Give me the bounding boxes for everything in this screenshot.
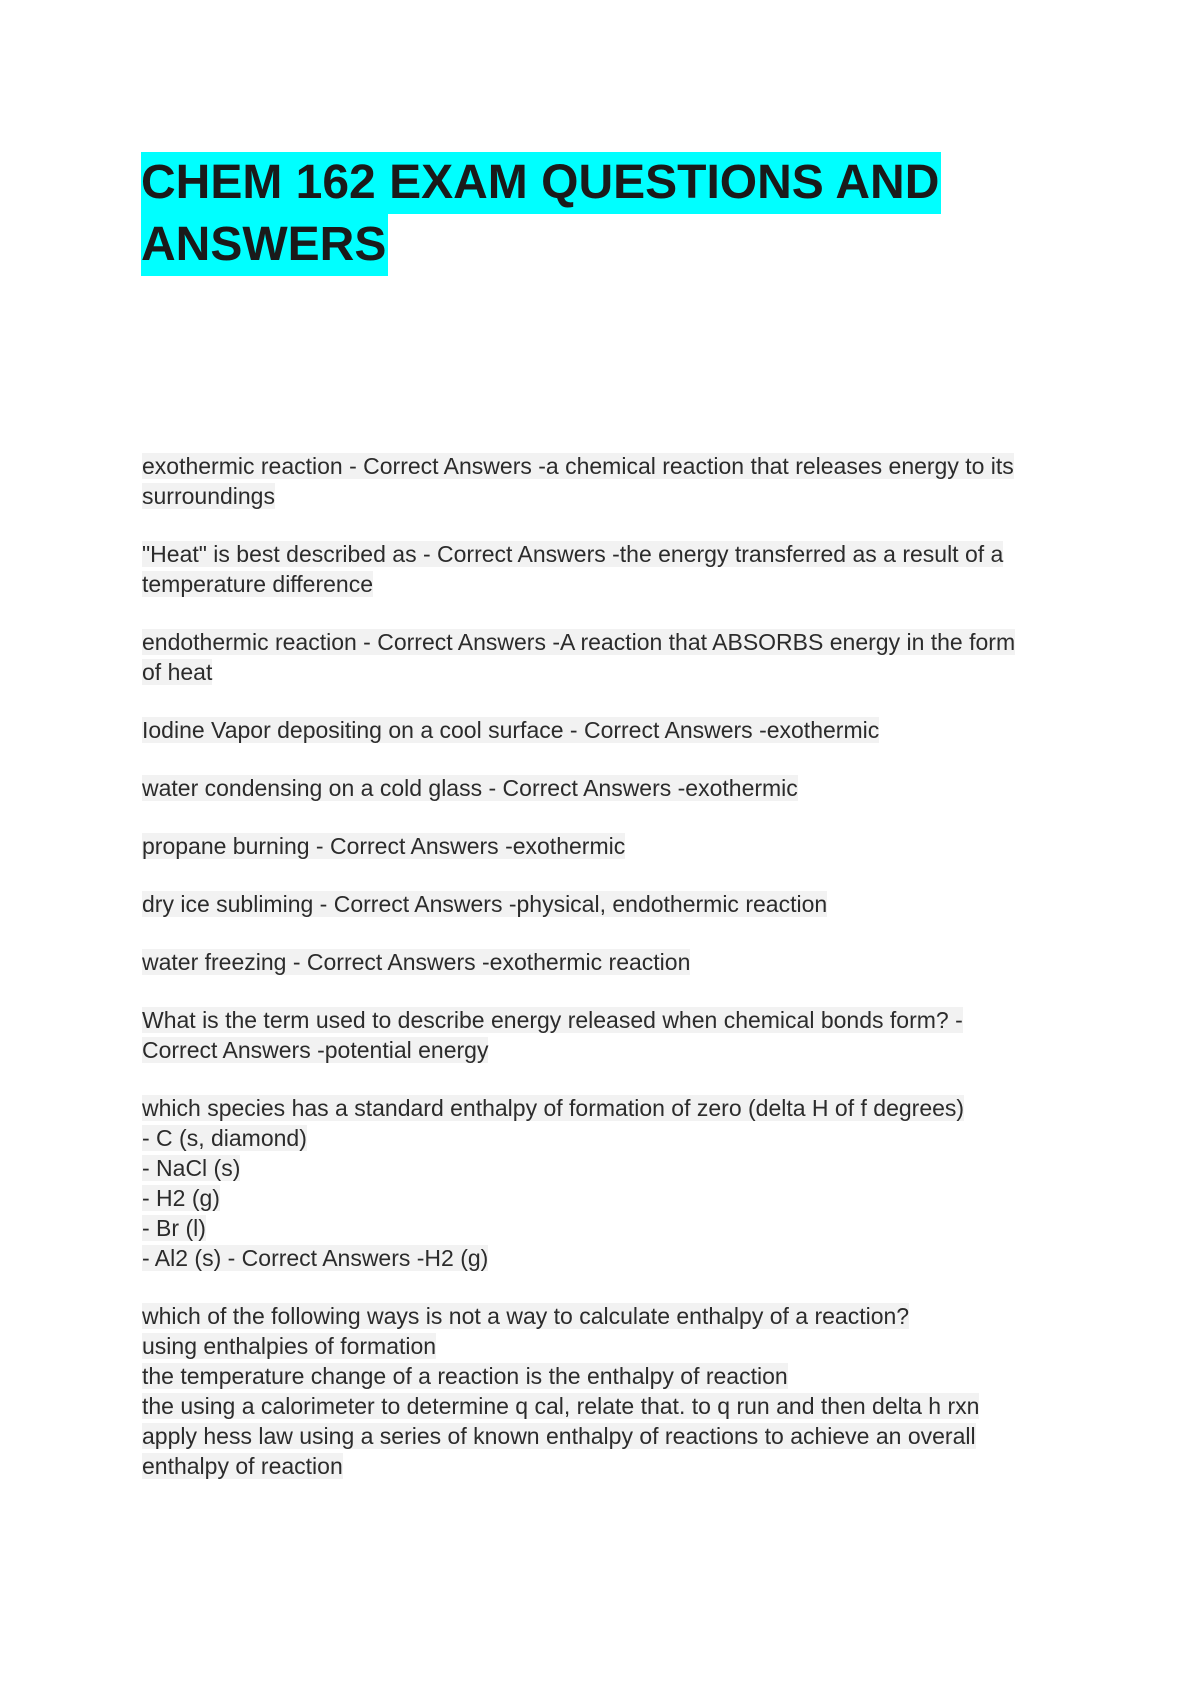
qa-line: - Al2 (s) - Correct Answers -H2 (g) [142, 1245, 489, 1271]
qa-line: endothermic reaction - Correct Answers -A reaction that ABSORBS energy in the form [142, 629, 1016, 655]
page-title [141, 152, 1041, 276]
qa-item-propane-burning [142, 831, 1062, 861]
qa-item-calculate-enthalpy [142, 1301, 1062, 1481]
qa-line: of heat [142, 659, 213, 685]
qa-line: exothermic reaction - Correct Answers -a chemical reaction that releases energy to its [142, 453, 1014, 479]
qa-line: the using a calorimeter to determine q cal, relate that. to q run and then delta h rxn [142, 1393, 980, 1419]
qa-line: which species has a standard enthalpy of formation of zero (delta H of f degrees) [142, 1095, 965, 1121]
qa-line: dry ice subliming - Correct Answers -physical, endothermic reaction [142, 891, 828, 917]
qa-item-water-freezing [142, 947, 1062, 977]
qa-line: Iodine Vapor depositing on a cool surface - Correct Answers -exothermic [142, 717, 880, 743]
qa-line: "Heat" is best described as - Correct Answers -the energy transferred as a result of a [142, 541, 1004, 567]
qa-line: - H2 (g) [142, 1185, 220, 1211]
qa-item-enthalpy-of-formation [142, 1093, 1062, 1273]
qa-line: enthalpy of reaction [142, 1453, 343, 1479]
qa-line: temperature difference [142, 571, 373, 597]
qa-item-exothermic-reaction [142, 451, 1062, 511]
qa-item-water-condensing [142, 773, 1062, 803]
qa-line: using enthalpies of formation [142, 1333, 437, 1359]
qa-line: water condensing on a cold glass - Correct Answers -exothermic [142, 775, 798, 801]
qa-item-heat [142, 539, 1062, 599]
qa-line: apply hess law using a series of known enthalpy of reactions to achieve an overall [142, 1423, 976, 1449]
qa-item-dry-ice [142, 889, 1062, 919]
qa-list [142, 451, 1062, 1509]
qa-line: propane burning - Correct Answers -exothermic [142, 833, 626, 859]
qa-line: Correct Answers -potential energy [142, 1037, 489, 1063]
qa-line: - C (s, diamond) [142, 1125, 307, 1151]
qa-line: surroundings [142, 483, 275, 509]
qa-item-bond-energy [142, 1005, 1062, 1065]
qa-line: water freezing - Correct Answers -exothermic reaction [142, 949, 691, 975]
qa-item-iodine-vapor [142, 715, 1062, 745]
title-line-1: CHEM 162 EXAM QUESTIONS AND [141, 152, 941, 214]
qa-line: - NaCl (s) [142, 1155, 241, 1181]
qa-line: What is the term used to describe energy released when chemical bonds form? - [142, 1007, 963, 1033]
qa-line: which of the following ways is not a way to calculate enthalpy of a reaction? [142, 1303, 910, 1329]
qa-line: - Br (l) [142, 1215, 206, 1241]
title-line-2: ANSWERS [141, 214, 388, 276]
qa-line: the temperature change of a reaction is the enthalpy of reaction [142, 1363, 788, 1389]
qa-item-endothermic-reaction [142, 627, 1062, 687]
